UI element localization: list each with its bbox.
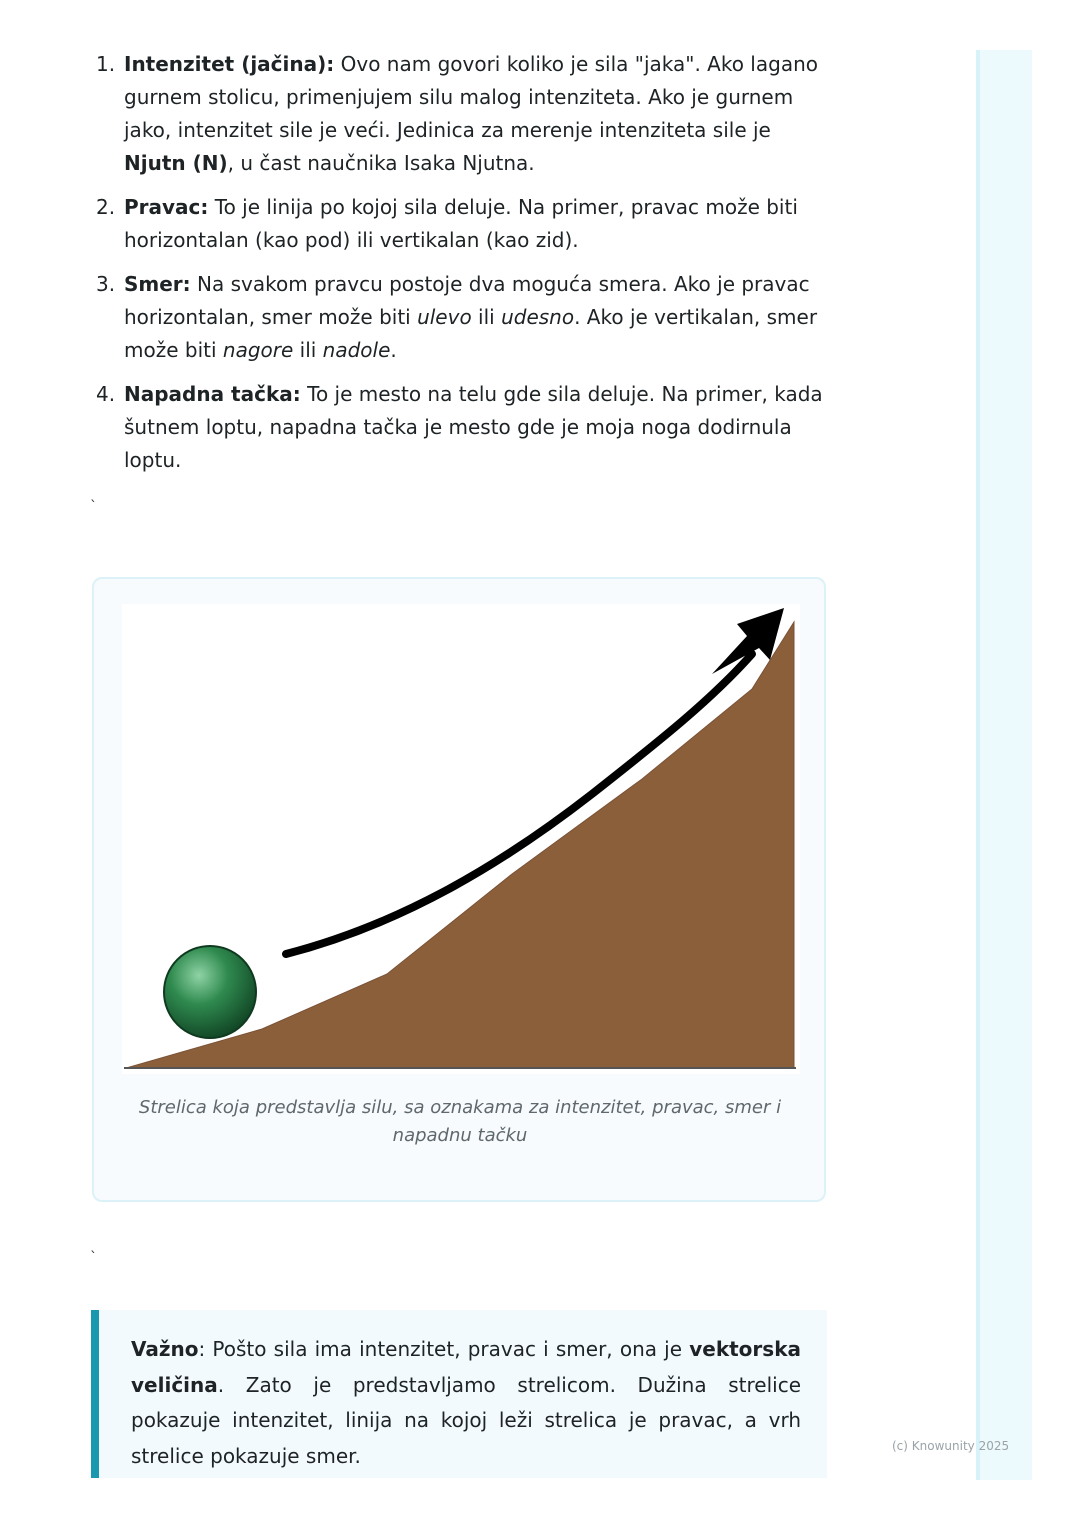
note-text: Važno: Pošto sila ima intenzitet, pravac i smer, ona je vektorska veličina. Zato je predstavljamo strelicom. Dužina strelice pokazuje intenzitet, linija na kojoj leži strelica je pravac, a vrh strelice pokazuje smer. (131, 1337, 801, 1468)
term-point-of-application: Napadna tačka: (124, 382, 301, 406)
term-sense: Smer: (124, 272, 191, 296)
note-label: Važno (131, 1337, 199, 1361)
figure-caption: Strelica koja predstavlja silu, sa oznakama za intenzitet, pravac, smer i napadnu tačku (138, 1097, 782, 1146)
unit-newton: Njutn (N) (124, 151, 228, 175)
list-number: 1. (96, 52, 116, 76)
stray-tick-mark: ` (90, 499, 97, 515)
important-note (91, 1310, 827, 1478)
list-item-point-of-application: 4. Napadna tačka: To je mesto na telu gde sila deluje. Na primer, kada šutnem loptu, napadna tačka je mesto gde je moja noga dodirnula loptu. (96, 378, 836, 477)
ball (164, 946, 256, 1038)
watermark: (c) Knowunity 2025 (892, 1439, 1010, 1453)
list-number: 4. (96, 382, 116, 406)
force-illustration (122, 604, 800, 1074)
list-number: 2. (96, 195, 116, 219)
term-intensity: Intenzitet (jačina): (124, 52, 335, 76)
force-properties-list (96, 48, 836, 488)
term-direction-line: Pravac: (124, 195, 209, 219)
list-item-direction-line: 2. Pravac: To je linija po kojoj sila deluje. Na primer, pravac može biti horizontalan (kao pod) ili vertikalan (kao zid). (96, 191, 836, 257)
right-margin-band (976, 50, 1032, 1480)
list-item-sense: 3. Smer: Na svakom pravcu postoje dva moguća smera. Ako je pravac horizontalan, smer može biti ulevo ili udesno. Ako je vertikalan, smer može biti nagore ili nadole. (96, 268, 836, 367)
note-bold-term: vektorska veličina (131, 1337, 801, 1397)
stray-tick-mark: ` (90, 1250, 97, 1266)
list-item-intensity: 1. Intenzitet (jačina): Ovo nam govori koliko je sila "jaka". Ako lagano gurnem stolicu, primenjujem silu malog intenziteta. Ako je gurnem jako, intenzitet sile je veći. Jedinica za merenje intenziteta sile je Njutn (N), u čast naučnika Isaka Njutna. (96, 48, 836, 180)
list-number: 3. (96, 272, 116, 296)
